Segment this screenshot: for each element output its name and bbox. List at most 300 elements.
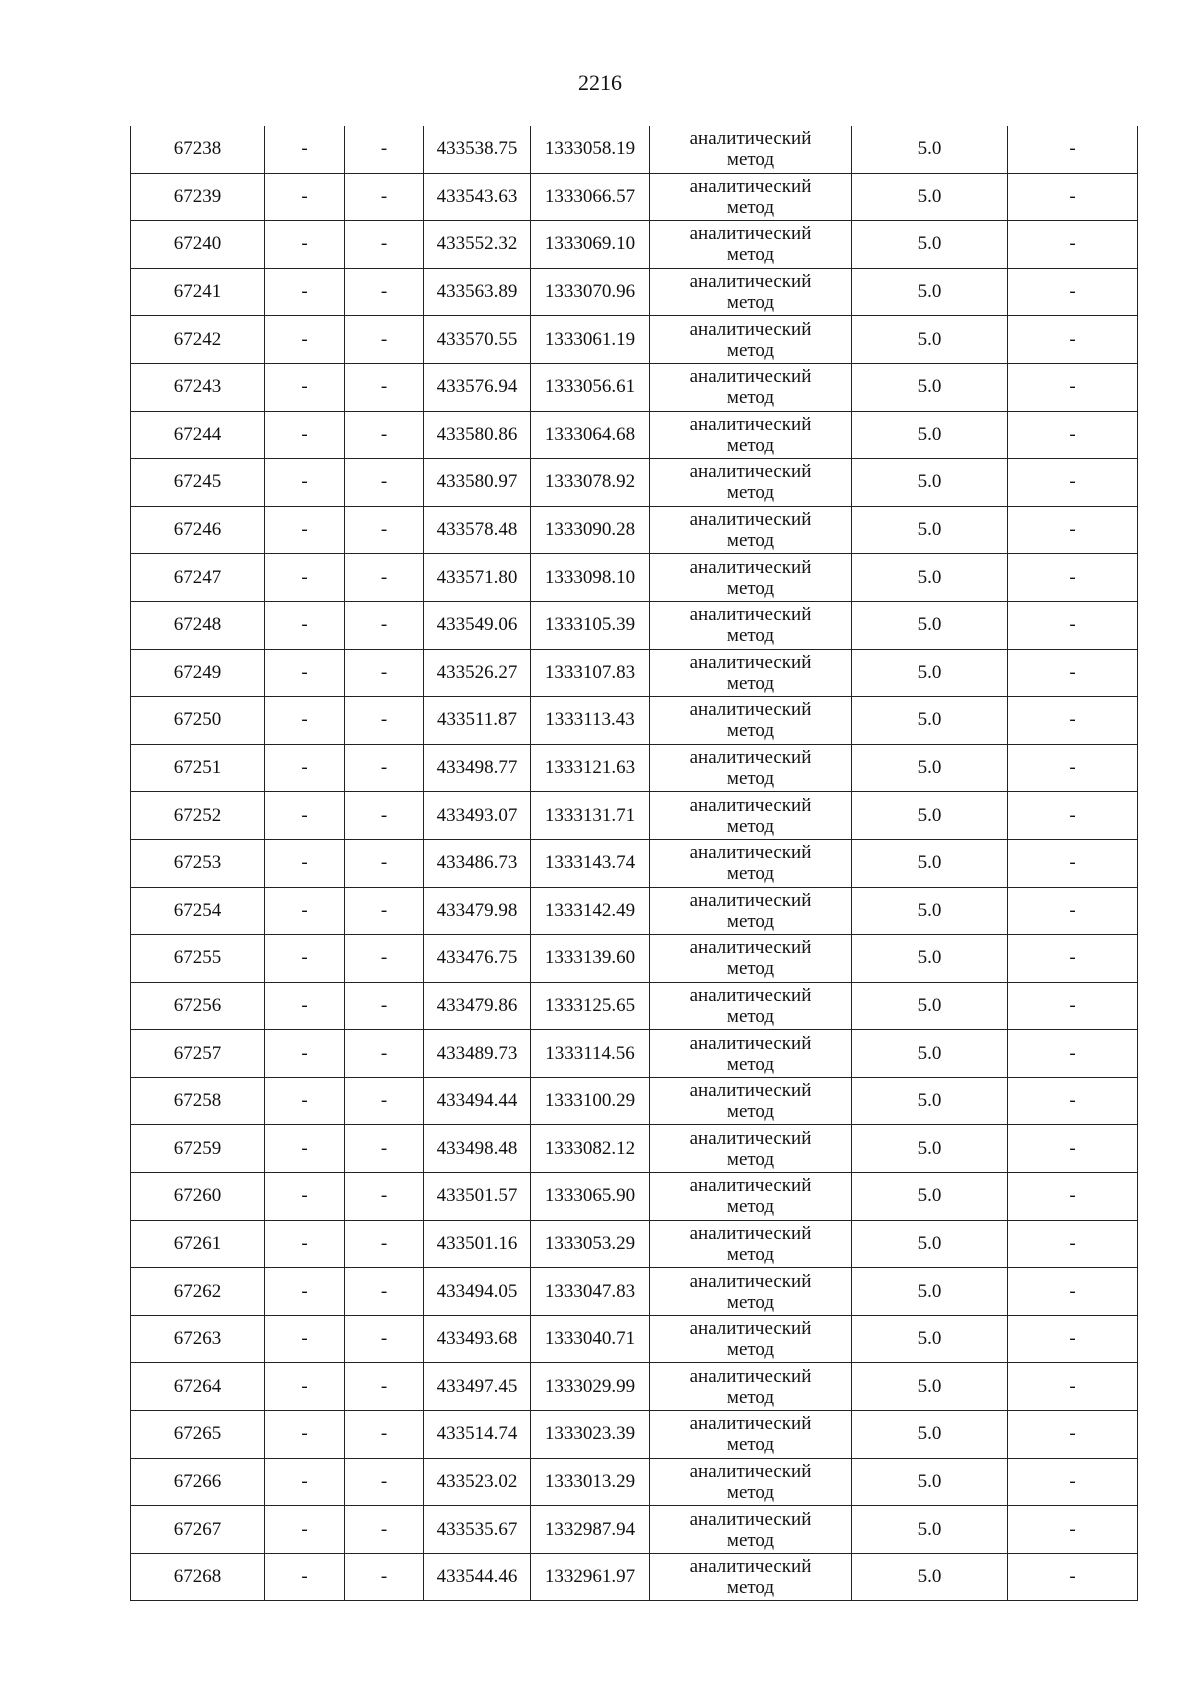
y-coordinate-cell: 1333125.65 [531,982,650,1030]
method-line: метод [726,292,775,314]
dash-cell: - [345,173,424,221]
dash-cell: - [265,697,345,745]
accuracy-cell: 5.0 [852,173,1008,221]
y-coordinate-cell: 1333131.71 [531,792,650,840]
method-cell [650,1506,852,1554]
accuracy-cell: 5.0 [852,1315,1008,1363]
x-coordinate-cell: 433552.32 [424,221,531,269]
point-id-cell: 67248 [131,601,265,649]
accuracy-cell: 5.0 [852,1458,1008,1506]
point-id-cell: 67252 [131,792,265,840]
x-coordinate-cell: 433498.77 [424,744,531,792]
table-row [131,1077,1138,1125]
method-line: метод [726,196,775,218]
method-line: аналитический [689,1080,812,1102]
table-row [131,1220,1138,1268]
x-coordinate-cell: 433493.07 [424,792,531,840]
y-coordinate-cell: 1333061.19 [531,316,650,364]
x-coordinate-cell: 433535.67 [424,1506,531,1554]
method-line: метод [726,1053,775,1075]
method-cell [650,1125,852,1173]
point-id-cell: 67256 [131,982,265,1030]
x-coordinate-cell: 433479.98 [424,887,531,935]
method-line: метод [726,149,775,171]
y-coordinate-cell: 1333090.28 [531,506,650,554]
point-id-cell: 67257 [131,1030,265,1078]
method-line: метод [726,530,775,552]
dash-cell: - [345,316,424,364]
note-cell: - [1008,792,1138,840]
point-id-cell: 67267 [131,1506,265,1554]
dash-cell: - [345,268,424,316]
accuracy-cell: 5.0 [852,126,1008,173]
method-line: аналитический [689,699,812,721]
x-coordinate-cell: 433580.86 [424,411,531,459]
table-row [131,126,1138,173]
x-coordinate-cell: 433479.86 [424,982,531,1030]
dash-cell: - [345,1411,424,1459]
note-cell: - [1008,1125,1138,1173]
point-id-cell: 67250 [131,697,265,745]
method-line: аналитический [689,175,812,197]
note-cell: - [1008,982,1138,1030]
note-cell: - [1008,649,1138,697]
dash-cell: - [265,1458,345,1506]
table-row [131,839,1138,887]
accuracy-cell: 5.0 [852,1220,1008,1268]
x-coordinate-cell: 433543.63 [424,173,531,221]
accuracy-cell: 5.0 [852,1553,1008,1601]
method-line: аналитический [689,1127,812,1149]
y-coordinate-cell: 1333098.10 [531,554,650,602]
y-coordinate-cell: 1333065.90 [531,1173,650,1221]
dash-cell: - [265,1030,345,1078]
y-coordinate-cell: 1333029.99 [531,1363,650,1411]
y-coordinate-cell: 1333139.60 [531,935,650,983]
y-coordinate-cell: 1332987.94 [531,1506,650,1554]
dash-cell: - [265,1125,345,1173]
accuracy-cell: 5.0 [852,1173,1008,1221]
page-number: 2216 [578,70,622,95]
method-cell [650,268,852,316]
dash-cell: - [265,792,345,840]
dash-cell: - [265,744,345,792]
table-row [131,1553,1138,1601]
note-cell: - [1008,1553,1138,1601]
accuracy-cell: 5.0 [852,697,1008,745]
method-line: метод [726,863,775,885]
method-line: метод [726,434,775,456]
table-row [131,316,1138,364]
method-line: аналитический [689,1556,812,1578]
x-coordinate-cell: 433526.27 [424,649,531,697]
accuracy-cell: 5.0 [852,935,1008,983]
point-id-cell: 67261 [131,1220,265,1268]
point-id-cell: 67254 [131,887,265,935]
method-cell [650,935,852,983]
point-id-cell: 67242 [131,316,265,364]
y-coordinate-cell: 1333056.61 [531,363,650,411]
accuracy-cell: 5.0 [852,1125,1008,1173]
dash-cell: - [265,1506,345,1554]
method-line: аналитический [689,889,812,911]
point-id-cell: 67239 [131,173,265,221]
table-row [131,1030,1138,1078]
method-line: метод [726,1101,775,1123]
method-line: аналитический [689,794,812,816]
y-coordinate-cell: 1333070.96 [531,268,650,316]
dash-cell: - [265,221,345,269]
y-coordinate-cell: 1333142.49 [531,887,650,935]
table-row [131,601,1138,649]
method-line: метод [726,339,775,361]
method-line: метод [726,482,775,504]
note-cell: - [1008,839,1138,887]
note-cell: - [1008,1030,1138,1078]
table-row [131,1458,1138,1506]
method-line: аналитический [689,366,812,388]
dash-cell: - [265,649,345,697]
method-cell [650,1363,852,1411]
y-coordinate-cell: 1333143.74 [531,839,650,887]
dash-cell: - [265,459,345,507]
table-row [131,1268,1138,1316]
y-coordinate-cell: 1333100.29 [531,1077,650,1125]
dash-cell: - [265,601,345,649]
dash-cell: - [345,506,424,554]
note-cell: - [1008,697,1138,745]
dash-cell: - [265,935,345,983]
method-cell [650,459,852,507]
x-coordinate-cell: 433514.74 [424,1411,531,1459]
point-id-cell: 67268 [131,1553,265,1601]
method-line: аналитический [689,1222,812,1244]
accuracy-cell: 5.0 [852,649,1008,697]
point-id-cell: 67265 [131,1411,265,1459]
y-coordinate-cell: 1333105.39 [531,601,650,649]
dash-cell: - [345,363,424,411]
x-coordinate-cell: 433494.44 [424,1077,531,1125]
note-cell: - [1008,1411,1138,1459]
note-cell: - [1008,935,1138,983]
table-row [131,221,1138,269]
x-coordinate-cell: 433549.06 [424,601,531,649]
y-coordinate-cell: 1333114.56 [531,1030,650,1078]
note-cell: - [1008,173,1138,221]
dash-cell: - [345,982,424,1030]
note-cell: - [1008,221,1138,269]
x-coordinate-cell: 433489.73 [424,1030,531,1078]
method-line: аналитический [689,271,812,293]
point-id-cell: 67262 [131,1268,265,1316]
x-coordinate-cell: 433494.05 [424,1268,531,1316]
point-id-cell: 67258 [131,1077,265,1125]
dash-cell: - [265,1315,345,1363]
dash-cell: - [265,363,345,411]
method-line: аналитический [689,509,812,531]
method-line: метод [726,910,775,932]
x-coordinate-cell: 433576.94 [424,363,531,411]
note-cell: - [1008,1077,1138,1125]
y-coordinate-cell: 1333058.19 [531,126,650,173]
note-cell: - [1008,1315,1138,1363]
dash-cell: - [345,221,424,269]
dash-cell: - [265,1363,345,1411]
note-cell: - [1008,744,1138,792]
table-row [131,1363,1138,1411]
dash-cell: - [345,1268,424,1316]
method-cell [650,554,852,602]
note-cell: - [1008,1268,1138,1316]
table-row [131,1125,1138,1173]
method-line: метод [726,672,775,694]
method-cell [650,221,852,269]
dash-cell: - [345,554,424,602]
method-line: метод [726,1005,775,1027]
table-row [131,1173,1138,1221]
accuracy-cell: 5.0 [852,839,1008,887]
note-cell: - [1008,601,1138,649]
dash-cell: - [265,554,345,602]
method-line: аналитический [689,1270,812,1292]
table-body [131,126,1138,1601]
method-line: метод [726,1291,775,1313]
point-id-cell: 67245 [131,459,265,507]
y-coordinate-cell: 1333023.39 [531,1411,650,1459]
method-line: метод [726,1577,775,1599]
accuracy-cell: 5.0 [852,1411,1008,1459]
y-coordinate-cell: 1333053.29 [531,1220,650,1268]
method-line: метод [726,815,775,837]
x-coordinate-cell: 433501.57 [424,1173,531,1221]
method-line: аналитический [689,556,812,578]
x-coordinate-cell: 433501.16 [424,1220,531,1268]
method-cell [650,839,852,887]
method-line: метод [726,244,775,266]
note-cell: - [1008,1173,1138,1221]
dash-cell: - [265,1411,345,1459]
method-cell [650,363,852,411]
method-line: аналитический [689,128,812,150]
y-coordinate-cell: 1333040.71 [531,1315,650,1363]
point-id-cell: 67243 [131,363,265,411]
note-cell: - [1008,268,1138,316]
method-line: аналитический [689,651,812,673]
note-cell: - [1008,887,1138,935]
method-line: метод [726,1196,775,1218]
accuracy-cell: 5.0 [852,459,1008,507]
dash-cell: - [265,173,345,221]
method-line: аналитический [689,223,812,245]
method-cell [650,173,852,221]
method-line: метод [726,1386,775,1408]
method-line: метод [726,1481,775,1503]
table-row [131,649,1138,697]
method-line: аналитический [689,604,812,626]
note-cell: - [1008,459,1138,507]
method-cell [650,601,852,649]
method-line: аналитический [689,1318,812,1340]
method-cell [650,649,852,697]
method-cell [650,792,852,840]
accuracy-cell: 5.0 [852,268,1008,316]
accuracy-cell: 5.0 [852,1506,1008,1554]
dash-cell: - [345,697,424,745]
method-cell [650,887,852,935]
note-cell: - [1008,316,1138,364]
point-id-cell: 67246 [131,506,265,554]
note-cell: - [1008,1363,1138,1411]
note-cell: - [1008,1458,1138,1506]
x-coordinate-cell: 433493.68 [424,1315,531,1363]
point-id-cell: 67255 [131,935,265,983]
table-row [131,268,1138,316]
x-coordinate-cell: 433523.02 [424,1458,531,1506]
y-coordinate-cell: 1332961.97 [531,1553,650,1601]
method-line: метод [726,1339,775,1361]
method-line: аналитический [689,937,812,959]
accuracy-cell: 5.0 [852,744,1008,792]
method-line: метод [726,958,775,980]
table-row [131,1315,1138,1363]
accuracy-cell: 5.0 [852,316,1008,364]
accuracy-cell: 5.0 [852,554,1008,602]
method-cell [650,1030,852,1078]
dash-cell: - [345,935,424,983]
point-id-cell: 67259 [131,1125,265,1173]
method-line: аналитический [689,1460,812,1482]
table-row [131,506,1138,554]
x-coordinate-cell: 433476.75 [424,935,531,983]
method-cell [650,1458,852,1506]
dash-cell: - [345,1077,424,1125]
table-row [131,744,1138,792]
table-row [131,411,1138,459]
point-id-cell: 67249 [131,649,265,697]
method-line: метод [726,577,775,599]
dash-cell: - [265,1077,345,1125]
x-coordinate-cell: 433498.48 [424,1125,531,1173]
x-coordinate-cell: 433571.80 [424,554,531,602]
x-coordinate-cell: 433497.45 [424,1363,531,1411]
accuracy-cell: 5.0 [852,1268,1008,1316]
point-id-cell: 67260 [131,1173,265,1221]
y-coordinate-cell: 1333047.83 [531,1268,650,1316]
method-line: аналитический [689,842,812,864]
dash-cell: - [265,126,345,173]
dash-cell: - [345,1125,424,1173]
table-row [131,935,1138,983]
coordinates-table [130,126,1138,1601]
x-coordinate-cell: 433538.75 [424,126,531,173]
method-line: аналитический [689,1175,812,1197]
method-line: аналитический [689,1508,812,1530]
method-line: аналитический [689,413,812,435]
method-cell [650,1268,852,1316]
point-id-cell: 67253 [131,839,265,887]
method-line: метод [726,768,775,790]
note-cell: - [1008,126,1138,173]
y-coordinate-cell: 1333066.57 [531,173,650,221]
dash-cell: - [265,316,345,364]
point-id-cell: 67238 [131,126,265,173]
method-line: аналитический [689,1365,812,1387]
method-line: метод [726,1434,775,1456]
accuracy-cell: 5.0 [852,982,1008,1030]
method-line: метод [726,1529,775,1551]
dash-cell: - [345,1506,424,1554]
dash-cell: - [265,839,345,887]
method-line: аналитический [689,747,812,769]
point-id-cell: 67244 [131,411,265,459]
method-line: аналитический [689,461,812,483]
dash-cell: - [345,411,424,459]
x-coordinate-cell: 433511.87 [424,697,531,745]
dash-cell: - [345,1173,424,1221]
dash-cell: - [265,411,345,459]
dash-cell: - [345,126,424,173]
method-cell [650,506,852,554]
accuracy-cell: 5.0 [852,221,1008,269]
dash-cell: - [345,1458,424,1506]
y-coordinate-cell: 1333069.10 [531,221,650,269]
method-line: аналитический [689,1413,812,1435]
x-coordinate-cell: 433486.73 [424,839,531,887]
method-line: аналитический [689,1032,812,1054]
x-coordinate-cell: 433578.48 [424,506,531,554]
method-cell [650,126,852,173]
point-id-cell: 67264 [131,1363,265,1411]
note-cell: - [1008,411,1138,459]
table-row [131,1411,1138,1459]
table-row [131,1506,1138,1554]
method-line: метод [726,387,775,409]
method-cell [650,1077,852,1125]
dash-cell: - [345,1315,424,1363]
table-row [131,887,1138,935]
dash-cell: - [345,887,424,935]
point-id-cell: 67266 [131,1458,265,1506]
method-line: метод [726,720,775,742]
dash-cell: - [265,1553,345,1601]
method-cell [650,1553,852,1601]
dash-cell: - [345,1363,424,1411]
dash-cell: - [265,982,345,1030]
dash-cell: - [345,839,424,887]
table-row [131,363,1138,411]
method-cell [650,697,852,745]
table-row [131,792,1138,840]
method-cell [650,316,852,364]
x-coordinate-cell: 433563.89 [424,268,531,316]
dash-cell: - [265,1268,345,1316]
accuracy-cell: 5.0 [852,792,1008,840]
table-row [131,173,1138,221]
y-coordinate-cell: 1333113.43 [531,697,650,745]
accuracy-cell: 5.0 [852,363,1008,411]
note-cell: - [1008,1506,1138,1554]
method-cell [650,1315,852,1363]
method-line: аналитический [689,318,812,340]
x-coordinate-cell: 433544.46 [424,1553,531,1601]
method-cell [650,1411,852,1459]
method-line: аналитический [689,984,812,1006]
y-coordinate-cell: 1333064.68 [531,411,650,459]
y-coordinate-cell: 1333121.63 [531,744,650,792]
accuracy-cell: 5.0 [852,601,1008,649]
dash-cell: - [345,459,424,507]
dash-cell: - [345,1553,424,1601]
